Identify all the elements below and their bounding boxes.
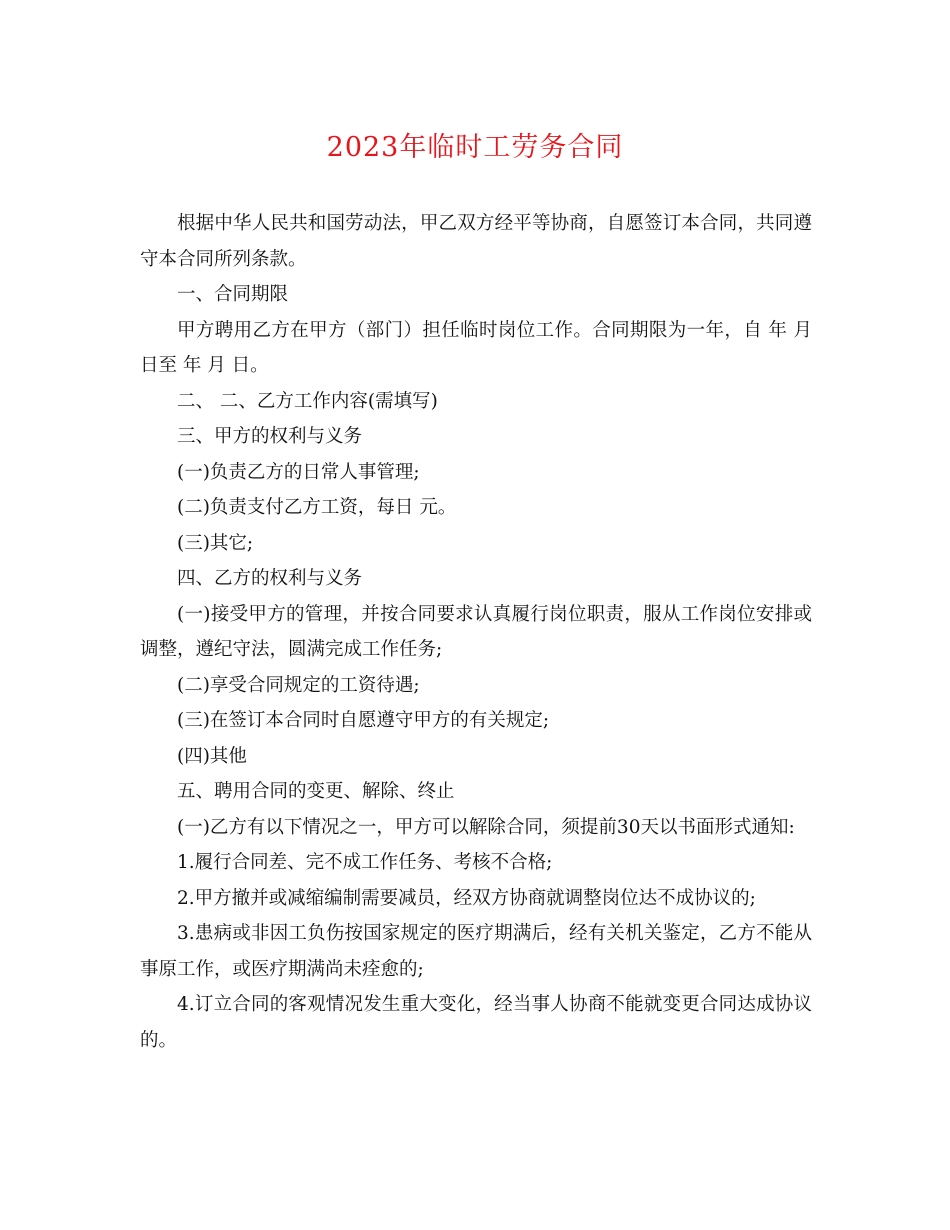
list-item-party-b-1: (一)接受甲方的管理，并按合同要求认真履行岗位职责，服从工作岗位安排或调整，遵纪守法，圆满完成工作任务; xyxy=(140,603,812,660)
heading-party-a-rights: 三、甲方的权利与义务 xyxy=(177,426,363,447)
document-title: 2023年临时工劳务合同 xyxy=(326,132,624,163)
heading-contract-term: 一、合同期限 xyxy=(177,284,289,305)
list-item-termination-4: 4.订立合同的客观情况发生重大变化，经当事人协商不能就变更合同达成协议的。 xyxy=(140,994,812,1051)
list-item-termination-1: 1.履行合同差、完不成工作任务、考核不合格; xyxy=(177,852,553,873)
list-item-party-a-2: (二)负责支付乙方工资，每日 元。 xyxy=(177,497,457,518)
document-body xyxy=(140,206,812,1058)
list-item-party-b-2: (二)享受合同规定的工资待遇; xyxy=(177,674,420,696)
list-item-party-a-1: (一)负责乙方的日常人事管理; xyxy=(177,461,420,483)
list-item-party-b-3: (三)在签订本合同时自愿遵守甲方的有关规定; xyxy=(177,710,550,731)
list-item-termination-intro: (一)乙方有以下情况之一，甲方可以解除合同，须提前30天以书面形式通知: xyxy=(177,816,795,838)
list-item-party-b-4: (四)其他 xyxy=(177,745,247,767)
heading-party-b-rights: 四、乙方的权利与义务 xyxy=(177,568,363,589)
heading-contract-change: 五、聘用合同的变更、解除、终止 xyxy=(177,781,455,802)
paragraph-contract-term: 甲方聘用乙方在甲方（部门）担任临时岗位工作。合同期限为一年，自 年 月 日至 年 月 日。 xyxy=(140,319,812,376)
paragraph-preamble: 根据中华人民共和国劳动法，甲乙双方经平等协商，自愿签订本合同，共同遵守本合同所列条款。 xyxy=(140,213,812,270)
list-item-party-a-3: (三)其它; xyxy=(177,532,254,554)
list-item-termination-2: 2.甲方撤并或减缩编制需要减员，经双方协商就调整岗位达不成协议的; xyxy=(177,887,756,909)
list-item-termination-3: 3.患病或非因工负伤按国家规定的医疗期满后，经有关机关鉴定，乙方不能从事原工作，或医疗期满尚未痊愈的; xyxy=(140,923,812,980)
heading-work-content: 二、 二、乙方工作内容(需填写) xyxy=(177,390,438,412)
